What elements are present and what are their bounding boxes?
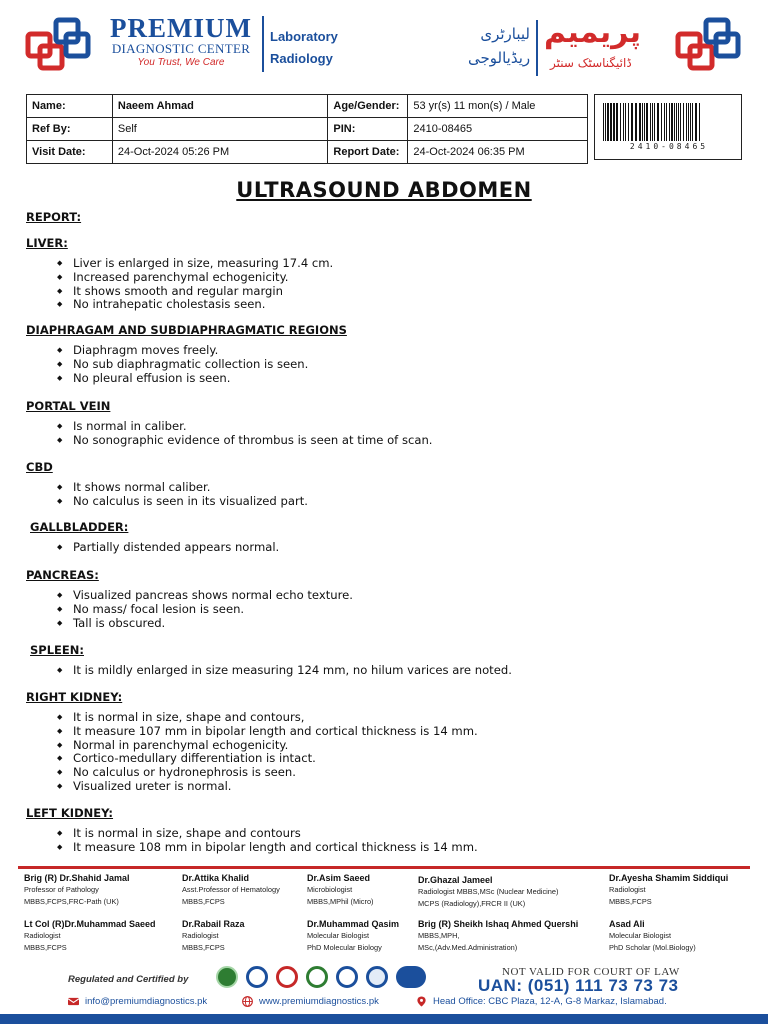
table-row <box>27 118 588 141</box>
list-item: ◆ It measure 107 mm in bipolar length and cortical thickness is 14 mm. <box>57 725 478 739</box>
doctor-title: Radiologist <box>182 931 219 940</box>
doctor-title: Professor of Pathology <box>24 885 99 894</box>
section-right-kidney <box>26 690 478 794</box>
age-gender-value: 53 yr(s) 11 mon(s) / Male <box>408 95 588 118</box>
doctor-card <box>609 918 696 953</box>
list-item: ◆ Increased parenchymal echogenicity. <box>57 271 333 285</box>
doctor-title: Radiologist <box>24 931 61 940</box>
urdu-services <box>468 22 530 70</box>
section-left-kidney <box>26 806 478 855</box>
list-item: ◆ No calculus or hydronephrosis is seen. <box>57 766 478 780</box>
section-pancreas <box>26 568 353 630</box>
finding-list <box>57 257 333 312</box>
list-item: ◆ No sonographic evidence of thrombus is seen at time of scan. <box>57 434 433 448</box>
footer-strip <box>0 1014 768 1024</box>
doctor-name: Asad Ali <box>609 919 645 929</box>
doctor-card <box>182 872 280 907</box>
certification-seal-icon <box>276 966 298 988</box>
globe-icon <box>242 996 253 1007</box>
ref-by-label: Ref By: <box>27 118 113 141</box>
pin-value: 2410-08465 <box>408 118 588 141</box>
footer-divider <box>18 866 750 869</box>
doctor-card <box>418 874 558 909</box>
premium-logo-icon <box>672 12 744 80</box>
doctor-title: Microbiologist <box>307 885 353 894</box>
doctor-card <box>24 918 156 953</box>
list-item: ◆ No intrahepatic cholestasis seen. <box>57 298 333 312</box>
address-contact <box>416 996 667 1007</box>
section-heading: LEFT KIDNEY: <box>26 806 114 820</box>
report-label: REPORT: <box>26 210 82 224</box>
premium-logo-icon <box>22 12 94 80</box>
age-gender-label: Age/Gender: <box>328 95 408 118</box>
urdu-service-rad: ریڈیالوجی <box>468 49 531 67</box>
location-pin-icon <box>416 996 427 1007</box>
doctor-name: Dr.Ghazal Jameel <box>418 875 493 885</box>
section-heading: PANCREAS: <box>26 568 99 582</box>
barcode-icon <box>603 103 735 141</box>
brand-tagline: You Trust, We Care <box>137 57 225 68</box>
section-heading: SPLEEN: <box>30 643 84 657</box>
list-item: ◆ No mass/ focal lesion is seen. <box>57 603 353 617</box>
report-date-value: 24-Oct-2024 06:35 PM <box>408 141 588 164</box>
doctor-qualification: MBBS,FCPS <box>24 942 67 952</box>
section-diaphragm <box>26 323 347 385</box>
doctor-qualification: MBBS,FCPS,FRC-Path (UK) <box>24 896 119 906</box>
list-item: ◆ Visualized pancreas shows normal echo texture. <box>57 589 353 603</box>
email-text: info@premiumdiagnostics.pk <box>85 996 208 1007</box>
name-label: Name: <box>27 95 113 118</box>
doctor-name: Dr.Muhammad Qasim <box>307 919 400 929</box>
doctor-qualification: MSc,(Adv.Med.Administration) <box>418 942 518 952</box>
list-item: ◆ It is mildly enlarged in size measuring 124 mm, no hilum varices are noted. <box>57 664 512 678</box>
doctor-name: Brig (R) Sheikh Ishaq Ahmed Quershi <box>418 919 579 929</box>
section-heading: RIGHT KIDNEY: <box>26 690 123 704</box>
doctor-card <box>307 918 399 953</box>
list-item: ◆ Normal in parenchymal echogenicity. <box>57 739 478 753</box>
section-heading: CBD <box>26 460 53 474</box>
page-title: ULTRASOUND ABDOMEN <box>236 178 532 202</box>
name-value: Naeem Ahmad <box>112 95 328 118</box>
certification-seal-icon <box>306 966 328 988</box>
report-date-label: Report Date: <box>328 141 408 164</box>
list-item: ◆ It shows smooth and regular margin <box>57 285 333 299</box>
email-contact[interactable] <box>68 996 207 1007</box>
list-item: ◆ It is normal in size, shape and contours <box>57 827 478 841</box>
finding-list <box>57 827 478 855</box>
doctor-title: Molecular Biologist <box>307 931 370 940</box>
list-item: ◆ Visualized ureter is normal. <box>57 780 478 794</box>
urdu-tagline: ڈائیگناسٹک سنٹر <box>550 56 632 70</box>
not-valid-notice: NOT VALID FOR COURT OF LAW <box>502 966 680 978</box>
brand-sub: DIAGNOSTIC CENTER <box>111 41 251 56</box>
doctor-qualification: MBBS,MPhil (Micro) <box>307 896 374 906</box>
barcode-box <box>594 94 742 160</box>
doctor-title: MBBS,MPH, <box>418 931 460 940</box>
finding-list <box>57 711 478 794</box>
doctor-name: Lt Col (R)Dr.Muhammad Saeed <box>24 919 156 929</box>
doctor-qualification: MBBS,FCPS <box>609 896 652 906</box>
patient-info-table <box>26 94 588 164</box>
list-item: ◆ It shows normal caliber. <box>57 481 308 495</box>
report-header <box>0 0 768 92</box>
list-item: ◆ It is normal in size, shape and contours, <box>57 711 478 725</box>
list-item: ◆ No pleural effusion is seen. <box>57 372 347 386</box>
doctor-qualification: MCPS (Radiology),FRCR II (UK) <box>418 898 526 908</box>
finding-list <box>57 664 512 678</box>
section-gallbladder <box>26 520 279 555</box>
doctor-qualification: MBBS,FCPS <box>182 942 225 952</box>
visit-date-label: Visit Date: <box>27 141 113 164</box>
section-cbd <box>26 460 308 509</box>
list-item: ◆ Diaphragm moves freely. <box>57 344 347 358</box>
urdu-divider <box>536 20 538 76</box>
doctor-name: Dr.Ayesha Shamim Siddiqui <box>609 873 729 883</box>
certification-seal-icon <box>336 966 358 988</box>
website-link[interactable] <box>242 996 379 1007</box>
table-row <box>27 141 588 164</box>
section-spleen <box>26 643 512 678</box>
list-item: ◆ Partially distended appears normal. <box>57 541 279 555</box>
doctor-card <box>418 918 578 953</box>
regulated-label: Regulated and Certified by <box>68 974 189 985</box>
finding-list <box>57 589 353 630</box>
list-item: ◆ It measure 108 mm in bipolar length and cortical thickness is 14 mm. <box>57 841 478 855</box>
certification-seal-icon <box>246 966 268 988</box>
doctor-name: Dr.Asim Saeed <box>307 873 371 883</box>
email-icon <box>68 996 79 1007</box>
website-text: www.premiumdiagnostics.pk <box>259 996 379 1007</box>
list-item: ◆ Liver is enlarged in size, measuring 17.4 cm. <box>57 257 333 271</box>
list-item: ◆ Tall is obscured. <box>57 617 353 631</box>
doctor-qualification: MBBS,FCPS <box>182 896 225 906</box>
brand-divider <box>262 16 264 72</box>
doctor-card <box>182 918 245 953</box>
list-item: ◆ No sub diaphragmatic collection is seen. <box>57 358 347 372</box>
table-row <box>27 95 588 118</box>
doctor-name: Dr.Attika Khalid <box>182 873 250 883</box>
doctor-card <box>307 872 374 907</box>
finding-list <box>57 420 433 448</box>
urdu-wordmark <box>468 14 668 84</box>
doctor-name: Brig (R) Dr.Shahid Jamal <box>24 873 130 883</box>
visit-date-value: 24-Oct-2024 05:26 PM <box>112 141 328 164</box>
finding-list <box>57 541 279 555</box>
doctor-qualification: PhD Scholar (Mol.Biology) <box>609 942 696 952</box>
section-heading: DIAPHRAGAM AND SUBDIAPHRAGMATIC REGIONS <box>26 323 347 337</box>
urdu-service-lab: لیبارٹری <box>480 25 530 43</box>
list-item: ◆ Cortico-medullary differentiation is intact. <box>57 752 478 766</box>
section-liver <box>26 236 333 312</box>
doctor-title: Asst.Professor of Hematology <box>182 885 280 894</box>
section-heading: PORTAL VEIN <box>26 399 111 413</box>
barcode-number: 2410-08465 <box>629 142 709 151</box>
doctor-title: Radiologist MBBS,MSc (Nuclear Medicine) <box>418 887 559 896</box>
list-item: ◆ No calculus is seen in its visualized part. <box>57 495 308 509</box>
uan-number: UAN: (051) 111 73 73 73 <box>478 976 679 995</box>
pin-label: PIN: <box>328 118 408 141</box>
doctor-title: Radiologist <box>609 885 646 894</box>
certification-seal-icon <box>366 966 388 988</box>
service-laboratory: Laboratory <box>270 29 338 44</box>
doctor-qualification: PhD Molecular Biology <box>307 942 382 952</box>
address-text: Head Office: CBC Plaza, 12-A, G-8 Markaz, Islamabad. <box>433 996 667 1007</box>
section-heading: LIVER: <box>26 236 68 250</box>
list-item: ◆ Is normal in caliber. <box>57 420 433 434</box>
certification-seal-icon <box>216 966 238 988</box>
brand-main: PREMIUM <box>110 13 252 43</box>
finding-list <box>57 481 308 509</box>
doctor-card <box>609 872 728 907</box>
doctor-title: Molecular Biologist <box>609 931 672 940</box>
section-portal-vein <box>26 399 433 448</box>
iso-badge-icon <box>396 966 426 988</box>
section-heading: GALLBLADDER: <box>30 520 129 534</box>
urdu-brand: پریمیم <box>544 15 642 50</box>
finding-list <box>57 344 347 385</box>
service-radiology: Radiology <box>270 51 333 66</box>
ref-by-value: Self <box>112 118 328 141</box>
footer-band <box>18 962 750 1014</box>
brand-services <box>270 26 338 70</box>
doctor-card <box>24 872 130 907</box>
doctor-name: Dr.Rabail Raza <box>182 919 245 929</box>
brand-wordmark <box>96 14 266 70</box>
